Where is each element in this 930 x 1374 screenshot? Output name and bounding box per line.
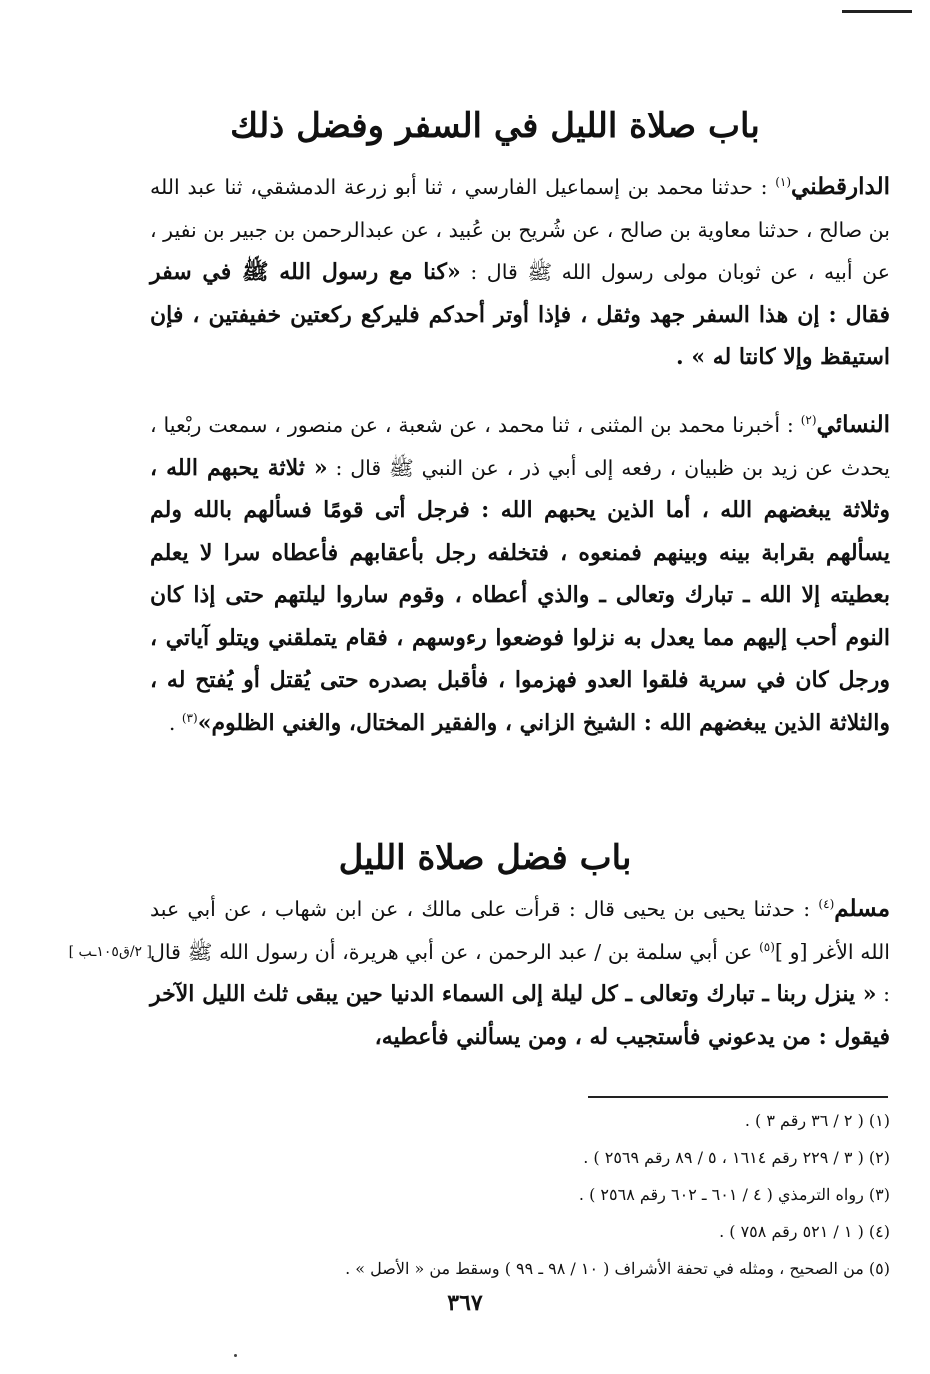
footnote-item: (٢) ( ٣ / ٢٢٩ رقم ١٦١٤ ، ٥ / ٨٩ رقم ٢٥٦٩ ) . <box>583 1148 890 1167</box>
page-number: ٣٦٧ <box>447 1290 483 1316</box>
source-name: مسلم <box>834 895 891 922</box>
isnad-text: عن أبي سلمة بن / عبد الرحمن ، عن أبي هريرة، أن رسول الله ﷺ قال : <box>150 939 890 1006</box>
hadith-text: « ثلاثة يحبهم الله ، وثلاثة يبغضهم الله ، أما الذين يحبهم الله : فرجل أتى قومًا فسألهم بالله ولم يسألهم بقرابة بينه وبينهم فمنعوه ، فتخلفه رجل بأعقابهم فأعطاه سرا لا يعلم بعطيته إلا الله ـ تبارك وتعالى ـ والذي أعطاه ، وقوم ساروا ليلتهم حتى إذا كان النوم أحب إليهم مما يعدل به نزلوا فوضعوا رءوسهم ، فقام يتملقني ويتلو آياتي ، ورجل كان في سرية فلقوا العدو فهزموا ، فأقبل بصدره حتى يُقتل أو يُفتح له ، والثلاثة الذين يبغضهم الله : الشيخ الزاني ، والفقير المختال، والغني الظلوم» <box>150 454 890 736</box>
paragraph-nasai <box>150 404 890 744</box>
footnote-ref: (٢) <box>800 413 817 428</box>
footnote-item: (٤) ( ١ / ٥٢١ رقم ٧٥٨ ) . <box>719 1222 890 1241</box>
paragraph-daraqutni <box>150 166 890 379</box>
manuscript-folio-note: [ ٢/ق١٠٥ـب ] <box>68 944 152 960</box>
isnad-text: : حدثنا يحيى بن يحيى قال : قرأت على مالك ، عن ابن شهاب ، عن أبي عبد الله الأغر [و ] <box>150 897 890 964</box>
footnote-item: (٣) رواه الترمذي ( ٤ / ٦٠١ ـ ٦٠٢ رقم ٢٥٦٨ ) . <box>578 1185 890 1204</box>
footnote-item: (١) ( ٢ / ٣٦ رقم ٣ ) . <box>744 1111 890 1130</box>
period: . <box>168 710 182 735</box>
footnote-item: (٥) من الصحيح ، ومثله في تحفة الأشراف ( ١٠ / ٩٨ ـ ٩٩ ) وسقط من « الأصل » . <box>345 1259 890 1278</box>
scan-mark <box>842 10 912 13</box>
isnad-text: : أخبرنا محمد بن المثنى ، ثنا محمد ، عن شعبة ، عن منصور ، سمعت ربْعيا ، يحدث عن زيد بن ظبيان ، رفعه إلى أبي ذر ، عن النبي ﷺ قال : <box>150 413 891 480</box>
footnote-ref: (٥) <box>759 939 775 954</box>
footnotes-list <box>150 1102 890 1287</box>
chapter-title-virtue-night-prayer: باب فضل صلاة الليل <box>338 838 632 878</box>
hadith-text: « ينزل ربنا ـ تبارك وتعالى ـ كل ليلة إلى السماء الدنيا حين يبقى ثلث الليل الآخر فيقول : من يدعوني فأستجيب له ، ومن يسألني فأعطيه، <box>150 981 890 1050</box>
hadith-text: «كنا مع رسول الله ﷺ في سفر فقال : إن هذا السفر جهد وثقل ، فإذا أوتر أحدكم فليركع ركعتين خفيفتين ، فإن استيقظ وإلا كانتا له » . <box>150 259 890 370</box>
source-name: الدارقطني <box>791 173 890 200</box>
isnad-text: : حدثنا محمد بن إسماعيل الفارسي ، ثنا أبو زرعة الدمشقي، ثنا عبد الله بن صالح ، حدثنا معاوية بن صالح ، عن شُريح بن عُبيد ، عن عبدالرحمن بن جبير بن نفير ، عن أبيه ، عن ثوبان مولى رسول الله ﷺ قال : <box>150 175 890 284</box>
chapter-title-night-prayer-travel: باب صلاة الليل في السفر وفضل ذلك <box>230 106 760 146</box>
footnote-ref: (١) <box>775 175 792 190</box>
footnote-ref: (٤) <box>818 897 835 912</box>
footnote-separator <box>588 1096 888 1098</box>
footnote-ref: (٣) <box>181 710 198 725</box>
scan-speck <box>234 1354 237 1357</box>
source-name: النسائي <box>816 411 890 438</box>
paragraph-muslim <box>150 888 890 1058</box>
